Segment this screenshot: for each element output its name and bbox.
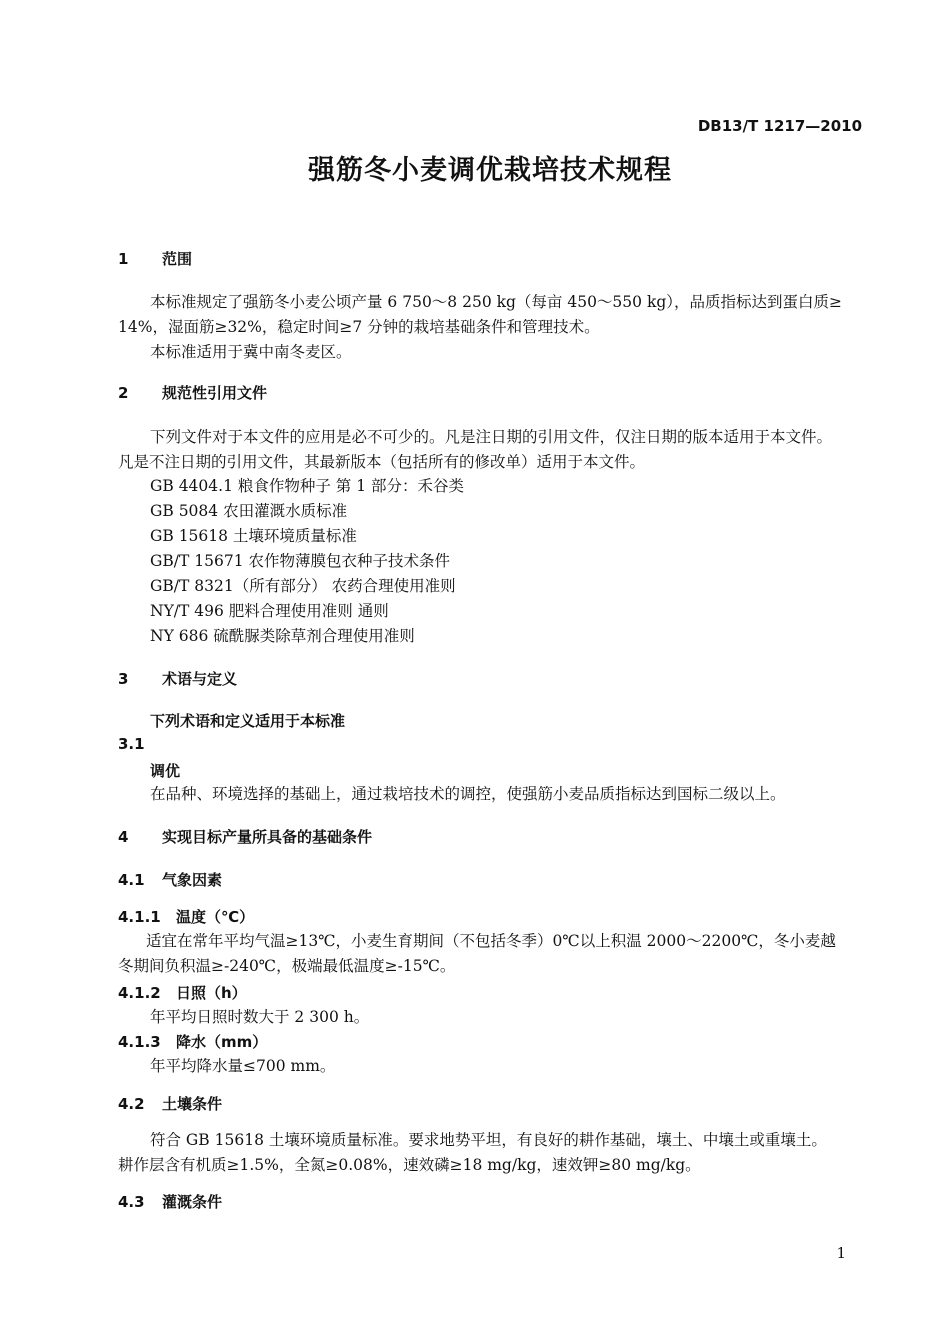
- reference-item: NY/T 496 肥料合理使用准则 通则: [150, 602, 389, 620]
- section-number: 4.1: [118, 871, 145, 889]
- section-1-heading: [118, 248, 192, 269]
- section-number: 4: [118, 828, 129, 846]
- terms-intro: 下列术语和定义适用于本标准: [150, 712, 346, 730]
- standard-code: DB13/T 1217—2010: [697, 117, 862, 135]
- section-number: 4.1.2: [118, 984, 161, 1002]
- section-4-heading: [118, 826, 372, 847]
- section-number: 2: [118, 384, 129, 402]
- reference-item: GB 15618 土壤环境质量标准: [150, 527, 357, 545]
- subsection-4-1-heading: [118, 869, 222, 890]
- section-2-heading: [118, 382, 267, 403]
- section-title: 实现目标产量所具备的基础条件: [162, 828, 373, 846]
- subsection-4-1-3-heading: [118, 1031, 267, 1052]
- section-3-heading: [118, 668, 237, 689]
- section-title: 温度（℃）: [176, 908, 255, 926]
- subsection-4-2-heading: [118, 1093, 222, 1114]
- section-title: 术语与定义: [162, 670, 238, 688]
- section-number: 1: [118, 250, 129, 268]
- term-definition: 在品种、环境选择的基础上，通过栽培技术的调控，使强筋小麦品质指标达到国标二级以上。: [150, 785, 786, 803]
- section-title: 气象因素: [162, 871, 223, 889]
- subsection-4-3-heading: [118, 1191, 222, 1212]
- section-number: 4.1.3: [118, 1033, 161, 1051]
- paragraph-line: 本标准规定了强筋冬小麦公顷产量 6 750～8 250 kg（每亩 450～550 kg），品质指标达到蛋白质≥: [150, 293, 842, 311]
- section-title: 灌溉条件: [162, 1193, 223, 1211]
- term-number: 3.1: [118, 735, 145, 753]
- document-title: 强筋冬小麦调优栽培技术规程: [308, 155, 672, 186]
- paragraph-line: 符合 GB 15618 土壤环境质量标准。要求地势平坦，有良好的耕作基础，壤土、中壤土或重壤土。: [150, 1131, 827, 1149]
- paragraph-line: 本标准适用于冀中南冬麦区。: [150, 343, 352, 361]
- section-number: 3: [118, 670, 129, 688]
- paragraph-line: 冬期间负积温≥-240℃，极端最低温度≥-15℃。: [118, 957, 456, 975]
- paragraph-line: 下列文件对于本文件的应用是必不可少的。凡是注日期的引用文件，仅注日期的版本适用于本文件。: [150, 428, 833, 446]
- section-number: 4.2: [118, 1095, 145, 1113]
- section-title: 降水（mm）: [176, 1033, 268, 1051]
- subsection-4-1-1-heading: [118, 906, 254, 927]
- reference-item: GB 5084 农田灌溉水质标准: [150, 502, 348, 520]
- section-number: 4.1.1: [118, 908, 161, 926]
- paragraph-line: 年平均日照时数大于 2 300 h。: [150, 1008, 370, 1026]
- reference-item: GB/T 8321（所有部分） 农药合理使用准则: [150, 577, 456, 595]
- page-number: 1: [836, 1244, 846, 1262]
- section-title: 土壤条件: [162, 1095, 223, 1113]
- section-title: 日照（h）: [176, 984, 247, 1002]
- paragraph-line: 适宜在常年平均气温≥13℃，小麦生育期间（不包括冬季）0℃以上积温 2000～2200℃，冬小麦越: [146, 932, 836, 950]
- subsection-4-1-2-heading: [118, 982, 247, 1003]
- reference-item: GB 4404.1 粮食作物种子 第 1 部分：禾谷类: [150, 477, 465, 495]
- paragraph-line: 14%，湿面筋≥32%，稳定时间≥7 分钟的栽培基础条件和管理技术。: [118, 318, 600, 336]
- paragraph-line: 凡是不注日期的引用文件，其最新版本（包括所有的修改单）适用于本文件。: [118, 453, 646, 471]
- section-title: 范围: [162, 250, 193, 268]
- section-title: 规范性引用文件: [162, 384, 268, 402]
- reference-item: GB/T 15671 农作物薄膜包衣种子技术条件: [150, 552, 450, 570]
- term-name: 调优: [150, 762, 181, 780]
- paragraph-line: 耕作层含有机质≥1.5%，全氮≥0.08%，速效磷≥18 mg/kg，速效钾≥80 mg/kg。: [118, 1156, 701, 1174]
- reference-item: NY 686 硫酰脲类除草剂合理使用准则: [150, 627, 415, 645]
- paragraph-line: 年平均降水量≤700 mm。: [150, 1057, 336, 1075]
- section-number: 4.3: [118, 1193, 145, 1211]
